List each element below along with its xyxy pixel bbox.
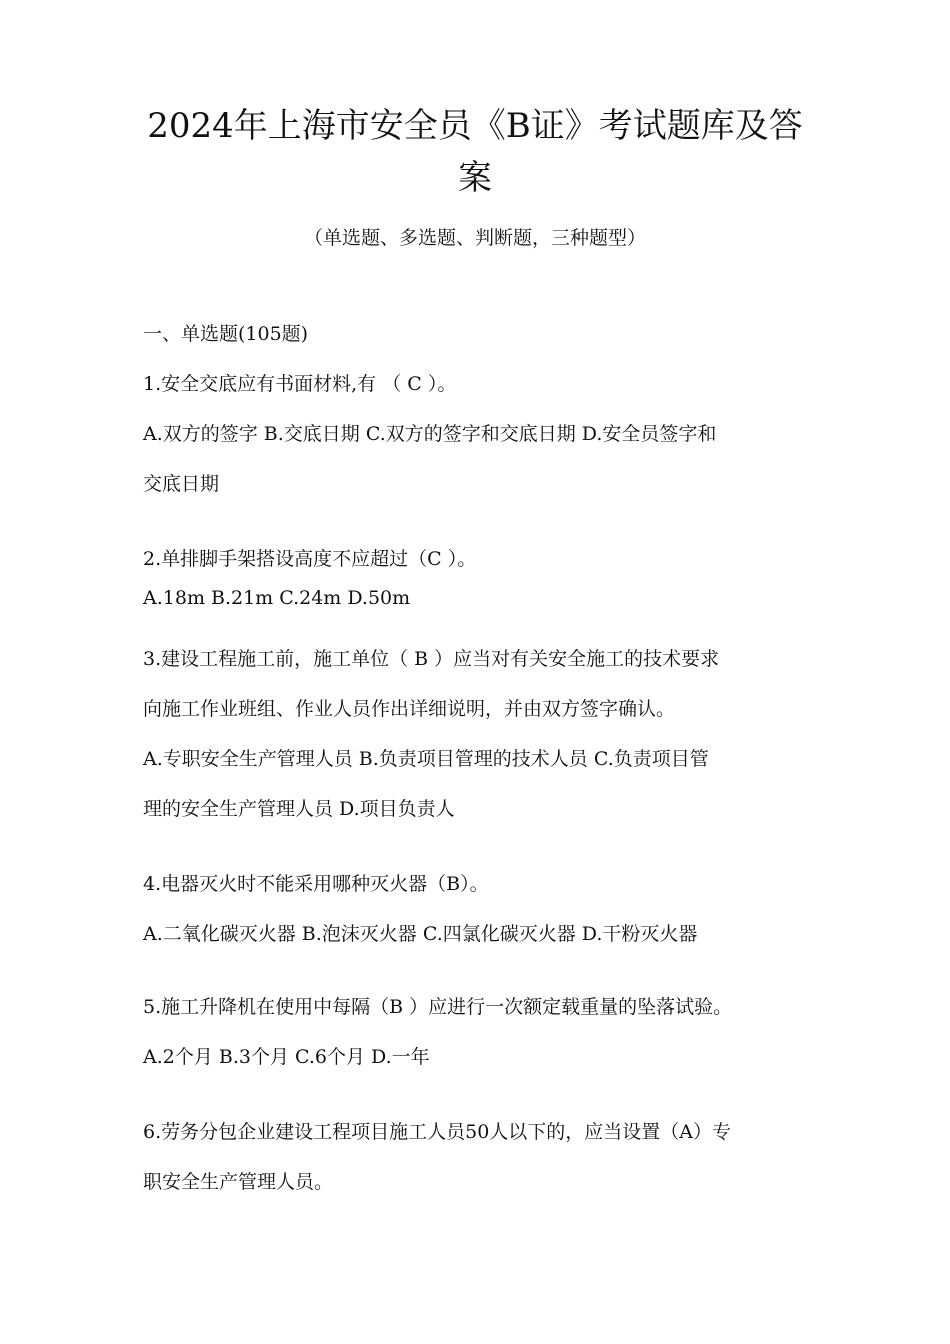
question-5-stem: 5.施工升降机在使用中每隔（B ）应进行一次额定载重量的坠落试验。	[143, 996, 733, 1018]
question-3-stem: 3.建设工程施工前，施工单位（ B ）应当对有关安全施工的技术要求	[143, 648, 720, 670]
question-4-options: A.二氧化碳灭火器 B.泡沫灭火器 C.四氯化碳灭火器 D.干粉灭火器	[143, 923, 698, 945]
question-4-stem: 4.电器灭火时不能采用哪种灭火器（B）。	[143, 873, 489, 895]
question-3-options-cont: 理的安全生产管理人员 D.项目负责人	[143, 798, 455, 820]
question-5-options: A.2个月 B.3个月 C.6个月 D.一年	[143, 1046, 430, 1068]
question-2-options: A.18m B.21m C.24m D.50m	[143, 587, 411, 609]
question-2-stem: 2.单排脚手架搭设高度不应超过（C ）。	[143, 548, 477, 570]
question-3-options: A.专职安全生产管理人员 B.负责项目管理的技术人员 C.负责项目管	[143, 748, 709, 770]
document-subtitle: （单选题、多选题、判断题，三种题型）	[303, 227, 646, 249]
question-1-stem: 1.安全交底应有书面材料,有 （ C ）。	[143, 373, 457, 395]
question-1-options-cont: 交底日期	[143, 473, 220, 495]
title-line-2: 案	[458, 158, 492, 198]
question-6-stem-cont: 职安全生产管理人员。	[143, 1171, 334, 1193]
title-line-1: 2024年上海市安全员《B证》考试题库及答	[147, 106, 803, 146]
question-3-stem-cont: 向施工作业班组、作业人员作出详细说明，并由双方签字确认。	[143, 698, 676, 720]
section-heading: 一、单选题(105题)	[143, 323, 309, 345]
question-6-stem: 6.劳务分包企业建设工程项目施工人员50人以下的，应当设置（A）专	[143, 1121, 732, 1143]
question-1-options: A.双方的签字 B.交底日期 C.双方的签字和交底日期 D.安全员签字和	[143, 423, 717, 445]
document-title	[100, 100, 850, 204]
